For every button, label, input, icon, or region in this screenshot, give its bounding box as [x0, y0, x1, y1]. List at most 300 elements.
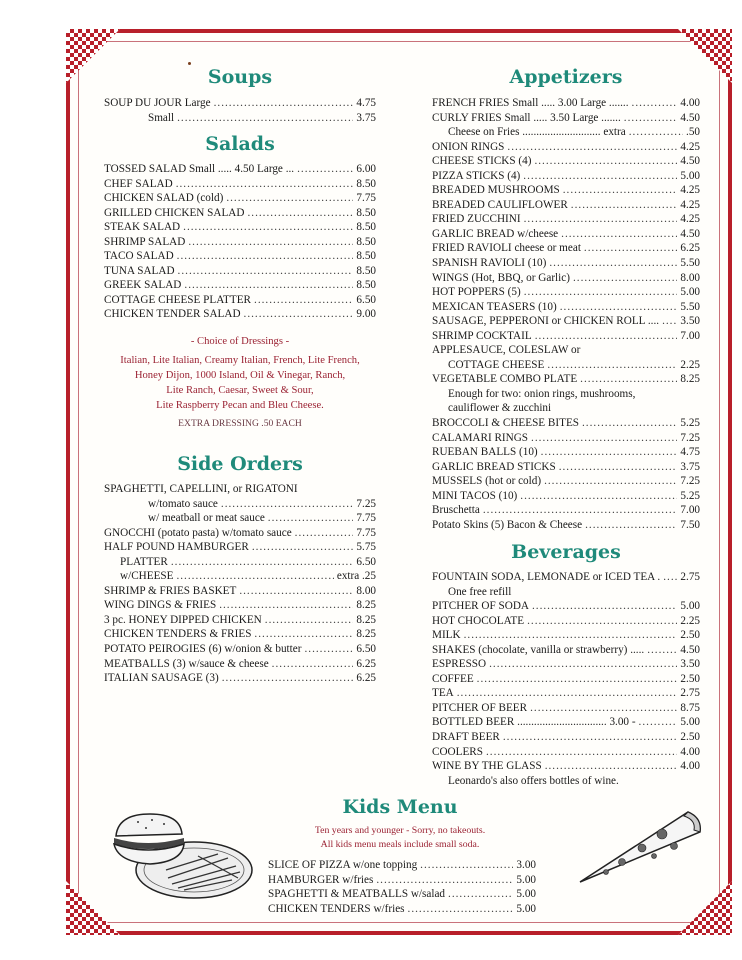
dressings-line-2: Honey Dijon, 1000 Island, Oil & Vinegar, Ranch,: [134, 370, 346, 381]
soups-list: [104, 96, 376, 125]
menu-item-price: 8.25: [356, 599, 376, 612]
menu-item-price: 8.50: [356, 250, 376, 263]
menu-item-row: [432, 343, 700, 358]
menu-item-label: MEXICAN TEASERS (10): [432, 300, 557, 313]
leader-dots: [632, 96, 678, 111]
leader-dots: [541, 445, 678, 460]
menu-item-label: HALF POUND HAMBURGER: [104, 541, 249, 554]
menu-item-row: [432, 111, 700, 126]
menu-item-row: [432, 125, 700, 140]
leader-dots: [183, 220, 353, 235]
menu-item-label: POTATO PEIROGIES (6) w/onion & butter: [104, 643, 302, 656]
menu-item-row: [268, 902, 536, 917]
menu-item-row: [104, 642, 376, 657]
menu-item-label: GNOCCHI (potato pasta) w/tomato sauce: [104, 526, 292, 539]
menu-item-label: Enough for two: onion rings, mushrooms,: [448, 387, 636, 400]
menu-item-label: BOTTLED BEER ................................ 3.00 -: [432, 716, 636, 729]
leader-dots: [524, 285, 678, 300]
menu-item-price: 8.50: [356, 235, 376, 248]
menu-item-row: [104, 307, 376, 322]
leader-dots: [663, 570, 677, 585]
menu-item-row: [432, 314, 700, 329]
dressings-line-3: Lite Ranch, Caesar, Sweet & Sour,: [166, 385, 314, 396]
menu-item-row: [104, 497, 376, 512]
menu-item-row: [432, 460, 700, 475]
menu-item-label: w/ meatball or meat sauce: [148, 512, 265, 525]
menu-item-row: [104, 96, 376, 111]
menu-item-label: ITALIAN SAUSAGE (3): [104, 672, 219, 685]
menu-item-price: 4.50: [680, 643, 700, 656]
menu-item-price: 2.50: [680, 629, 700, 642]
leader-dots: [580, 372, 677, 387]
menu-item-price: 7.25: [680, 475, 700, 488]
menu-item-label: w/CHEESE: [120, 570, 174, 583]
menu-item-row: [104, 627, 376, 642]
menu-item-price: 6.50: [356, 555, 376, 568]
menu-item-price: 8.50: [356, 221, 376, 234]
appetizers-heading: Appetizers: [509, 66, 623, 88]
leader-dots: [176, 569, 333, 584]
leader-dots: [662, 314, 677, 329]
leader-dots: [629, 125, 683, 140]
menu-item-label: SLICE OF PIZZA w/one topping: [268, 859, 418, 871]
leader-dots: [226, 191, 353, 206]
menu-item-label: SPANISH RAVIOLI (10): [432, 257, 547, 270]
menu-item-row: [104, 569, 376, 584]
menu-item-label: CHEESE STICKS (4): [432, 155, 532, 168]
kids-menu-list: [268, 858, 536, 916]
menu-item-label: CHICKEN SALAD (cold): [104, 192, 224, 205]
menu-item-label: cauliflower & zucchini: [448, 402, 552, 415]
menu-item-row: [104, 278, 376, 293]
menu-item-label: SPAGHETTI, CAPELLINI, or RIGATONI: [104, 483, 298, 495]
menu-item-price: 5.50: [680, 257, 700, 270]
menu-item-row: [432, 570, 700, 585]
menu-item-label: MUSSELS (hot or cold): [432, 475, 542, 488]
menu-item-row: [432, 445, 700, 460]
menu-item-price: 7.50: [680, 518, 700, 531]
leader-dots: [376, 873, 513, 888]
menu-item-price: 4.00: [680, 745, 700, 758]
leader-dots: [265, 613, 354, 628]
menu-item-label: MEATBALLS (3) w/sauce & cheese: [104, 657, 269, 670]
leader-dots: [535, 329, 678, 344]
leader-dots: [560, 300, 678, 315]
menu-item-label: Potato Skins (5) Bacon & Cheese: [432, 518, 583, 531]
menu-item-label: Bruschetta: [432, 504, 480, 517]
leader-dots: [304, 642, 353, 657]
menu-item-label: MILK: [432, 629, 461, 642]
leader-dots: [561, 227, 677, 242]
menu-item-price: 6.00: [356, 163, 376, 175]
menu-item-price: 4.00: [680, 97, 700, 109]
leader-dots: [297, 162, 353, 177]
menu-item-row: [104, 206, 376, 221]
menu-item-price: 7.00: [680, 504, 700, 517]
menu-item-label: MINI TACOS (10): [432, 489, 518, 502]
menu-item-price: 4.50: [680, 155, 700, 168]
menu-item-row: [104, 613, 376, 628]
salads-list: [104, 162, 376, 322]
menu-item-label: WINGS (Hot, BBQ, or Garlic): [432, 271, 570, 284]
leader-dots: [254, 627, 353, 642]
leader-dots: [534, 154, 677, 169]
leader-dots: [647, 643, 677, 658]
menu-item-row: [432, 416, 700, 431]
leader-dots: [272, 657, 354, 672]
menu-item-label: FRENCH FRIES Small ..... 3.00 Large .......: [432, 97, 629, 109]
menu-item-row: [104, 249, 376, 264]
menu-item-price: 6.25: [356, 672, 376, 685]
menu-item-price: 8.50: [356, 177, 376, 190]
menu-item-label: SPAGHETTI & MEATBALLS w/salad: [268, 888, 446, 901]
menu-item-label: BROCCOLI & CHEESE BITES: [432, 417, 579, 430]
menu-item-row: [432, 585, 700, 600]
menu-item-row: [432, 285, 700, 300]
menu-item-row: [432, 300, 700, 315]
beverages-list: [432, 570, 700, 774]
menu-item-row: [432, 657, 700, 672]
leader-dots: [221, 497, 354, 512]
menu-item-row: [104, 220, 376, 235]
menu-item-label: DRAFT BEER: [432, 731, 500, 744]
menu-item-price: 5.00: [516, 902, 536, 915]
menu-item-price: 4.50: [680, 111, 700, 124]
menu-item-row: [432, 745, 700, 760]
menu-item-price: 5.50: [680, 300, 700, 313]
menu-item-price: 5.00: [680, 600, 700, 613]
menu-item-price: 3.50: [680, 315, 700, 328]
leader-dots: [178, 264, 354, 279]
leader-dots: [563, 183, 678, 198]
menu-item-row: [432, 241, 700, 256]
side-orders-heading: Side Orders: [177, 453, 303, 475]
menu-item-label: PITCHER OF SODA: [432, 600, 529, 613]
menu-item-label: BREADED MUSHROOMS: [432, 184, 560, 197]
menu-item-price: 5.00: [680, 716, 700, 729]
menu-item-label: HAMBURGER w/fries: [268, 873, 374, 886]
menu-item-label: 3 pc. HONEY DIPPED CHICKEN: [104, 613, 262, 626]
menu-item-label: CHICKEN TENDER SALAD: [104, 308, 241, 321]
menu-item-row: [432, 759, 700, 774]
menu-item-row: [268, 858, 536, 873]
menu-item-price: 7.25: [356, 497, 376, 510]
menu-item-price: 6.50: [356, 643, 376, 656]
menu-item-row: [432, 256, 700, 271]
menu-item-label: FOUNTAIN SODA, LEMONADE or ICED TEA .: [432, 571, 661, 583]
leader-dots: [584, 241, 678, 256]
menu-item-label: SHRIMP & FRIES BASKET: [104, 584, 237, 597]
kids-note-line-2: All kids menu meals include small soda.: [320, 839, 480, 850]
menu-item-label: ESPRESSO: [432, 658, 487, 671]
menu-item-row: [432, 169, 700, 184]
leader-dots: [247, 206, 353, 221]
menu-item-label: HOT POPPERS (5): [432, 286, 521, 299]
leader-dots: [549, 256, 677, 271]
menu-item-label: COTTAGE CHEESE PLATTER: [104, 293, 252, 306]
menu-item-price: 5.00: [680, 286, 700, 299]
menu-item-label: SAUSAGE, PEPPERONI or CHICKEN ROLL ....: [432, 315, 660, 328]
leader-dots: [244, 307, 354, 322]
menu-item-row: [432, 183, 700, 198]
menu-item-row: [432, 489, 700, 504]
leader-dots: [520, 489, 677, 504]
menu-item-row: [268, 873, 536, 888]
menu-item-row: [268, 887, 536, 902]
menu-item-label: w/tomato sauce: [148, 497, 218, 510]
menu-item-price: .50: [686, 126, 700, 139]
menu-item-label: TOSSED SALAD Small ..... 4.50 Large ...: [104, 163, 295, 175]
menu-item-price: 3.50: [680, 658, 700, 671]
leader-dots: [483, 503, 678, 518]
menu-item-price: 7.00: [680, 329, 700, 342]
menu-item-row: [432, 372, 700, 387]
menu-item-label: COFFEE: [432, 672, 474, 685]
menu-item-label: COOLERS: [432, 745, 483, 758]
leader-dots: [639, 715, 678, 730]
menu-item-price: 8.25: [356, 628, 376, 641]
menu-item-row: [104, 191, 376, 206]
menu-item-price: 9.00: [356, 308, 376, 321]
menu-item-label: TEA: [432, 687, 454, 700]
leader-dots: [188, 235, 353, 250]
salads-heading: Salads: [205, 133, 275, 155]
menu-item-price: 7.75: [356, 526, 376, 539]
menu-item-price: 5.75: [356, 541, 376, 554]
menu-item-label: TACO SALAD: [104, 250, 174, 263]
menu-item-price: 3.75: [680, 460, 700, 473]
leader-dots: [184, 278, 353, 293]
menu-item-label: TUNA SALAD: [104, 264, 175, 277]
menu-item-row: [104, 555, 376, 570]
menu-item-row: [432, 431, 700, 446]
menu-item-label: GARLIC BREAD w/cheese: [432, 227, 559, 240]
leader-dots: [219, 598, 353, 613]
ink-speck: [188, 62, 191, 65]
menu-item-price: 7.75: [356, 512, 376, 525]
menu-item-label: CHEF SALAD: [104, 177, 173, 190]
menu-item-price: 2.25: [680, 614, 700, 627]
menu-item-row: [104, 235, 376, 250]
leader-dots: [545, 759, 678, 774]
menu-item-label: WING DINGS & FRIES: [104, 599, 217, 612]
menu-item-row: [432, 140, 700, 155]
leader-dots: [559, 460, 678, 475]
menu-item-label: SHAKES (chocolate, vanilla or strawberry) .....: [432, 643, 645, 656]
menu-item-price: 2.75: [680, 687, 700, 700]
menu-item-row: [432, 672, 700, 687]
menu-item-price: 4.00: [680, 760, 700, 773]
leader-dots: [532, 599, 677, 614]
leader-dots: [547, 358, 677, 373]
menu-item-row: [432, 212, 700, 227]
leader-dots: [571, 198, 678, 213]
menu-item-price: 8.25: [680, 373, 700, 386]
menu-item-price: 4.50: [680, 227, 700, 240]
menu-item-price: 8.50: [356, 279, 376, 292]
menu-item-label: VEGETABLE COMBO PLATE: [432, 373, 578, 386]
menu-item-row: [432, 614, 700, 629]
pizza-slice-illustration: [576, 808, 708, 888]
menu-item-row: [432, 474, 700, 489]
leader-dots: [177, 111, 353, 126]
menu-item-price: 8.75: [680, 701, 700, 714]
extra-dressing-note: EXTRA DRESSING .50 EACH: [178, 418, 302, 429]
leader-dots: [524, 212, 678, 227]
burger-and-fries-illustration: [108, 808, 256, 904]
leader-dots: [268, 511, 354, 526]
beverages-wine-note: Leonardo's also offers bottles of wine.: [448, 775, 619, 787]
menu-item-label: ONION RINGS: [432, 140, 505, 153]
menu-item-price: 8.50: [356, 206, 376, 219]
kids-menu-heading: Kids Menu: [342, 796, 458, 818]
menu-item-price: 2.75: [680, 571, 700, 583]
leader-dots: [254, 293, 353, 308]
leader-dots: [530, 701, 677, 716]
leader-dots: [464, 628, 678, 643]
menu-item-row: [432, 643, 700, 658]
leader-dots: [477, 672, 678, 687]
dressings-line-4: Lite Raspberry Pecan and Bleu Cheese.: [156, 400, 324, 411]
menu-item-label: Small: [148, 111, 175, 124]
leader-dots: [503, 730, 678, 745]
side-orders-list: [104, 482, 376, 686]
menu-item-price: 4.25: [680, 198, 700, 211]
menu-item-row: [432, 96, 700, 111]
menu-item-label: CHICKEN TENDERS & FRIES: [104, 628, 252, 641]
menu-item-label: RUEBAN BALLS (10): [432, 446, 538, 459]
menu-item-price: 5.00: [680, 169, 700, 182]
menu-item-row: [104, 177, 376, 192]
menu-item-price: 2.50: [680, 672, 700, 685]
menu-item-row: [104, 598, 376, 613]
menu-item-row: [432, 701, 700, 716]
appetizers-list: [432, 96, 700, 532]
menu-item-row: [432, 358, 700, 373]
menu-item-price: 4.25: [680, 140, 700, 153]
menu-item-row: [104, 511, 376, 526]
leader-dots: [489, 657, 677, 672]
leader-dots: [507, 140, 677, 155]
menu-item-label: CHICKEN TENDERS w/fries: [268, 902, 405, 915]
menu-item-price: 7.75: [356, 192, 376, 205]
menu-item-label: PLATTER: [120, 555, 168, 568]
menu-item-row: [104, 162, 376, 177]
menu-item-row: [432, 686, 700, 701]
menu-item-label: GRILLED CHICKEN SALAD: [104, 206, 245, 219]
menu-item-price: 6.50: [356, 293, 376, 306]
kids-note-line-1: Ten years and younger - Sorry, no takeouts.: [314, 825, 486, 836]
menu-item-price: 4.75: [356, 97, 376, 109]
leader-dots: [527, 614, 677, 629]
menu-item-label: SHRIMP COCKTAIL: [432, 329, 532, 342]
leader-dots: [239, 584, 353, 599]
menu-item-row: [432, 628, 700, 643]
menu-item-price: extra .25: [336, 570, 376, 583]
menu-item-price: 5.25: [680, 417, 700, 430]
leader-dots: [573, 271, 677, 286]
menu-item-row: [432, 271, 700, 286]
menu-item-price: 4.25: [680, 184, 700, 197]
menu-item-row: [104, 264, 376, 279]
menu-item-row: [432, 599, 700, 614]
menu-item-row: [432, 154, 700, 169]
leader-dots: [176, 177, 354, 192]
leader-dots: [457, 686, 678, 701]
menu-item-row: [432, 503, 700, 518]
menu-item-price: 6.25: [356, 657, 376, 670]
menu-item-label: COTTAGE CHEESE: [448, 358, 545, 371]
menu-item-label: FRIED RAVIOLI cheese or meat: [432, 242, 581, 255]
menu-item-row: [104, 671, 376, 686]
menu-item-price: 6.25: [680, 242, 700, 255]
leader-dots: [582, 416, 677, 431]
menu-item-label: PIZZA STICKS (4): [432, 169, 521, 182]
menu-item-label: FRIED ZUCCHINI: [432, 213, 521, 226]
menu-item-row: [104, 526, 376, 541]
menu-item-row: [432, 387, 700, 402]
menu-item-row: [432, 401, 700, 416]
menu-item-label: BREADED CAULIFLOWER: [432, 198, 568, 211]
menu-item-label: CALAMARI RINGS: [432, 431, 529, 444]
leader-dots: [252, 540, 354, 555]
menu-item-row: [104, 657, 376, 672]
menu-item-price: 3.00: [516, 859, 536, 871]
menu-item-price: 2.50: [680, 731, 700, 744]
leader-dots: [523, 169, 677, 184]
menu-item-label: One free refill: [448, 585, 512, 598]
menu-item-label: HOT CHOCOLATE: [432, 614, 525, 627]
menu-item-label: PITCHER OF BEER: [432, 701, 528, 714]
leader-dots: [408, 902, 514, 917]
menu-item-row: [104, 540, 376, 555]
leader-dots: [486, 745, 677, 760]
menu-item-row: [432, 329, 700, 344]
leader-dots: [544, 474, 677, 489]
menu-item-row: [432, 198, 700, 213]
leader-dots: [420, 858, 513, 873]
leader-dots: [624, 111, 678, 126]
menu-item-price: 8.50: [356, 264, 376, 277]
menu-item-label: SHRIMP SALAD: [104, 235, 186, 248]
menu-item-row: [432, 730, 700, 745]
leader-dots: [171, 555, 354, 570]
leader-dots: [177, 249, 354, 264]
menu-item-price: 5.00: [516, 888, 536, 901]
menu-item-label: CURLY FRIES Small ..... 3.50 Large .......: [432, 111, 621, 124]
leader-dots: [214, 96, 354, 111]
menu-item-price: 5.00: [516, 873, 536, 886]
menu-item-label: APPLESAUCE, COLESLAW or: [432, 344, 581, 357]
menu-item-label: STEAK SALAD: [104, 221, 181, 234]
beverages-heading: Beverages: [511, 541, 621, 563]
menu-item-row: [104, 584, 376, 599]
leader-dots: [295, 526, 354, 541]
menu-item-row: [432, 518, 700, 533]
menu-item-label: GREEK SALAD: [104, 279, 182, 292]
menu-item-label: WINE BY THE GLASS: [432, 760, 542, 773]
menu-item-row: [432, 227, 700, 242]
menu-item-price: 8.25: [356, 613, 376, 626]
menu-item-price: 8.00: [680, 271, 700, 284]
menu-item-label: Cheese on Fries ............................ extra: [448, 126, 626, 139]
menu-item-price: 5.25: [680, 489, 700, 502]
leader-dots: [531, 431, 677, 446]
menu-item-price: 3.75: [356, 111, 376, 124]
dressings-line-1: Italian, Lite Italian, Creamy Italian, French, Lite French,: [120, 355, 360, 366]
menu-item-label: SOUP DU JOUR Large: [104, 97, 211, 109]
menu-item-price: 8.00: [356, 584, 376, 597]
